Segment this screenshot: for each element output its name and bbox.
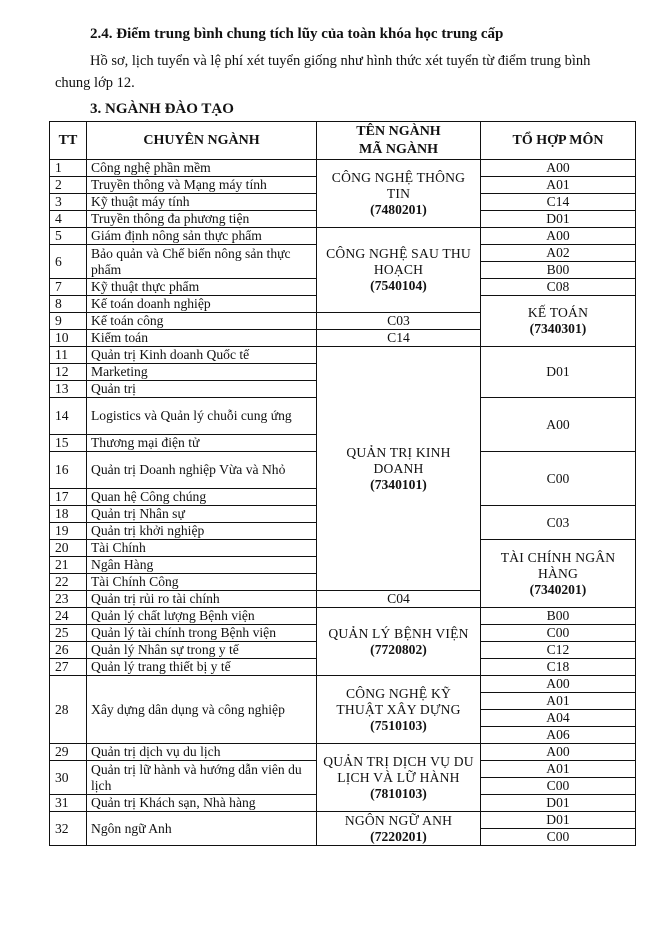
- major-name: Quản trị rủi ro tài chính: [87, 591, 317, 608]
- program-code: (7720802): [370, 641, 427, 657]
- row-number: 12: [50, 364, 87, 381]
- subject-combo: C14: [317, 330, 481, 347]
- row-number: 14: [50, 398, 87, 435]
- program-group: [317, 347, 481, 591]
- row-number: 20: [50, 540, 87, 557]
- program-name: QUẢN LÝ BỆNH VIỆN: [328, 625, 469, 641]
- program-name: CÔNG NGHỆ THÔNG TIN: [331, 169, 466, 201]
- program-group: [317, 608, 481, 676]
- row-number: 11: [50, 347, 87, 364]
- program-group: [317, 676, 481, 744]
- program-group: [481, 540, 636, 608]
- subject-combo: C18: [481, 659, 636, 676]
- program-group: [481, 296, 636, 347]
- subject-combo: A00: [481, 744, 636, 761]
- major-name: Thương mại điện tử: [87, 435, 317, 452]
- major-name: Quản trị: [87, 381, 317, 398]
- major-name: Quản trị Nhân sự: [87, 506, 317, 523]
- program-name: QUẢN TRỊ DỊCH VỤ DU LỊCH VÀ LỮ HÀNH: [323, 753, 474, 785]
- row-number: 3: [50, 194, 87, 211]
- row-number: 17: [50, 489, 87, 506]
- table-row: [50, 228, 636, 245]
- row-number: 21: [50, 557, 87, 574]
- major-name: Quản trị Khách sạn, Nhà hàng: [87, 795, 317, 812]
- header-major: CHUYÊN NGÀNH: [87, 122, 317, 160]
- major-name: Quản trị Doanh nghiệp Vừa và Nhỏ: [87, 452, 317, 489]
- section-2-4-paragraph: Hồ sơ, lịch tuyển và lệ phí xét tuyển giống như hình thức xét tuyển từ điểm trung bình chung lớp 12.: [55, 53, 591, 91]
- program-code: (7540104): [370, 278, 427, 293]
- table-row: [50, 744, 636, 761]
- row-number: 25: [50, 625, 87, 642]
- table-row: [50, 160, 636, 177]
- major-name: Quản trị dịch vụ du lịch: [87, 744, 317, 761]
- subject-combo: A01: [481, 761, 636, 778]
- major-name: Quản lý tài chính trong Bệnh viện: [87, 625, 317, 642]
- major-name: Quản lý chất lượng Bệnh viện: [87, 608, 317, 625]
- row-number: 30: [50, 761, 87, 795]
- major-name: Kế toán công: [87, 313, 317, 330]
- program-name: CÔNG NGHỆ SAU THU HOẠCH: [326, 246, 471, 277]
- major-name: Marketing: [87, 364, 317, 381]
- subject-combo: C03: [317, 313, 481, 330]
- program-code: (7510103): [370, 717, 427, 733]
- major-name: Tài Chính: [87, 540, 317, 557]
- row-number: 22: [50, 574, 87, 591]
- major-name: Kỹ thuật máy tính: [87, 194, 317, 211]
- table-row: [50, 347, 636, 364]
- program-group: [317, 160, 481, 228]
- subject-combo: A00: [481, 160, 636, 177]
- subject-combo: A01: [481, 177, 636, 194]
- subject-combo: A04: [481, 710, 636, 727]
- row-number: 16: [50, 452, 87, 489]
- row-number: 13: [50, 381, 87, 398]
- program-code: (7340301): [529, 321, 587, 336]
- row-number: 4: [50, 211, 87, 228]
- row-number: 7: [50, 279, 87, 296]
- major-name: Ngôn ngữ Anh: [87, 812, 317, 846]
- program-code: (7340201): [529, 581, 587, 597]
- row-number: 8: [50, 296, 87, 313]
- program-name: QUẢN TRỊ KINH DOANH: [346, 444, 451, 476]
- header-tt: TT: [50, 122, 87, 160]
- major-name: Bảo quản và Chế biến nông sản thực phẩm: [87, 245, 317, 279]
- program-name: CÔNG NGHỆ KỸ THUẬT XÂY DỰNG: [336, 685, 461, 717]
- major-name: Ngân Hàng: [87, 557, 317, 574]
- subject-combo: C00: [481, 778, 636, 795]
- subject-combo: C14: [481, 194, 636, 211]
- major-name: Truyền thông và Mạng máy tính: [87, 177, 317, 194]
- major-name: Quản lý trang thiết bị y tế: [87, 659, 317, 676]
- subject-combo: A06: [481, 727, 636, 744]
- subject-combo: A02: [481, 245, 636, 262]
- row-number: 27: [50, 659, 87, 676]
- row-number: 19: [50, 523, 87, 540]
- program-name: NGÔN NGỮ ANH: [344, 812, 453, 828]
- subject-combo: B00: [481, 262, 636, 279]
- row-number: 28: [50, 676, 87, 744]
- subject-combo: C00: [481, 829, 636, 846]
- major-name: Quản trị Kinh doanh Quốc tế: [87, 347, 317, 364]
- table-row: [50, 676, 636, 693]
- subject-combo: D01: [481, 211, 636, 228]
- row-number: 15: [50, 435, 87, 452]
- row-number: 29: [50, 744, 87, 761]
- major-name: Quan hệ Công chúng: [87, 489, 317, 506]
- major-name: Kỹ thuật thực phẩm: [87, 279, 317, 296]
- training-programs-table: [49, 121, 636, 846]
- row-number: 31: [50, 795, 87, 812]
- table-body: [50, 122, 636, 846]
- subject-combo: C08: [481, 279, 636, 296]
- row-number: 23: [50, 591, 87, 608]
- subject-combo: A00: [481, 676, 636, 693]
- table-header-row: [50, 122, 636, 160]
- subject-combo: D01: [481, 347, 636, 398]
- subject-combo: C12: [481, 642, 636, 659]
- subject-combo: C03: [481, 506, 636, 540]
- major-name: Kế toán doanh nghiệp: [87, 296, 317, 313]
- table-row: [50, 812, 636, 829]
- row-number: 1: [50, 160, 87, 177]
- major-name: Logistics và Quản lý chuỗi cung ứng: [87, 398, 317, 435]
- section-2-4-heading: 2.4. Điểm trung bình chung tích lũy của toàn khóa học trung cấp: [90, 26, 504, 42]
- subject-combo: C04: [317, 591, 481, 608]
- row-number: 6: [50, 245, 87, 279]
- major-name: Tài Chính Công: [87, 574, 317, 591]
- row-number: 5: [50, 228, 87, 245]
- subject-combo: C00: [481, 452, 636, 506]
- subject-combo: A00: [481, 228, 636, 245]
- header-program: TÊN NGÀNH MÃ NGÀNH: [317, 122, 481, 160]
- subject-combo: A00: [481, 398, 636, 452]
- major-name: Kiểm toán: [87, 330, 317, 347]
- row-number: 9: [50, 313, 87, 330]
- major-name: Công nghệ phần mềm: [87, 160, 317, 177]
- subject-combo: C00: [481, 625, 636, 642]
- program-code: (7340101): [370, 476, 427, 492]
- major-name: Xây dựng dân dụng và công nghiệp: [87, 676, 317, 744]
- row-number: 2: [50, 177, 87, 194]
- row-number: 24: [50, 608, 87, 625]
- row-number: 18: [50, 506, 87, 523]
- subject-combo: D01: [481, 795, 636, 812]
- program-group: [317, 228, 481, 313]
- major-name: Quản lý Nhân sự trong y tế: [87, 642, 317, 659]
- subject-combo: D01: [481, 812, 636, 829]
- table-row: [50, 608, 636, 625]
- program-name: KẾ TOÁN: [527, 305, 589, 320]
- subject-combo: B00: [481, 608, 636, 625]
- subject-combo: A01: [481, 693, 636, 710]
- program-code: (7810103): [370, 785, 427, 801]
- program-code: (7220201): [370, 828, 427, 844]
- major-name: Truyền thông đa phương tiện: [87, 211, 317, 228]
- row-number: 10: [50, 330, 87, 347]
- program-code: (7480201): [370, 201, 427, 217]
- header-combo: TỔ HỢP MÔN: [481, 122, 636, 160]
- major-name: Giám định nông sản thực phẩm: [87, 228, 317, 245]
- row-number: 26: [50, 642, 87, 659]
- program-group: [317, 812, 481, 846]
- program-name: TÀI CHÍNH NGÂN HÀNG: [500, 549, 616, 581]
- major-name: Quản trị lữ hành và hướng dẫn viên du lịch: [87, 761, 317, 795]
- row-number: 32: [50, 812, 87, 846]
- section-3-heading: 3. NGÀNH ĐÀO TẠO: [90, 101, 234, 117]
- program-group: [317, 744, 481, 812]
- major-name: Quản trị khởi nghiệp: [87, 523, 317, 540]
